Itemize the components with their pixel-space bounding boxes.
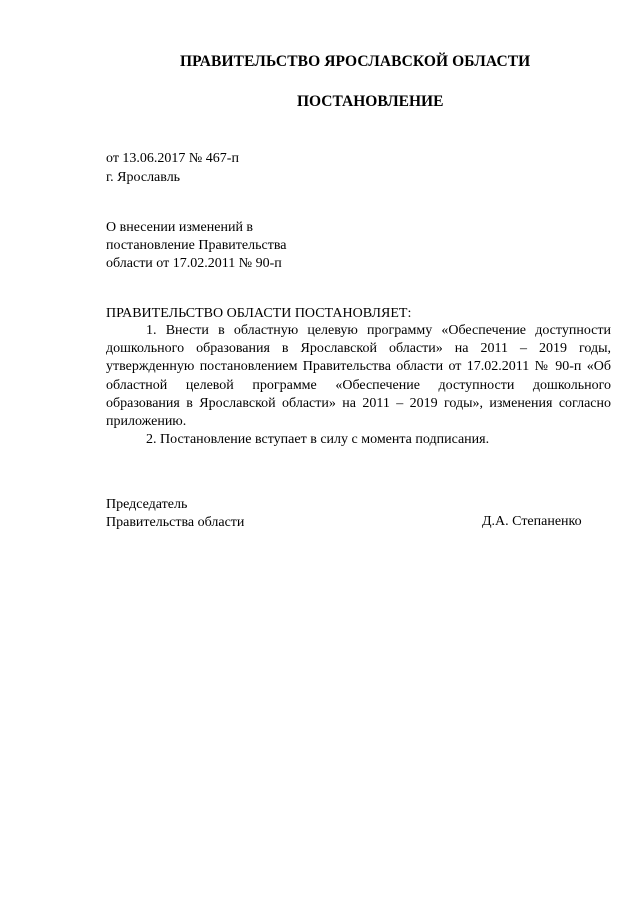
signature-position-line1: Председатель [106, 497, 188, 512]
subject-line: постановление Правительства [106, 238, 287, 253]
paragraph-1: 1. Внести в областную целевую программу «Обеспечение доступности дошкольного образования в Ярославской области» на 2011 – 2019 годы, утвержденную постановлением Правительства области от 17.02.2011 № 90-п «Об областной целевой программе «Обеспечение доступности дошкольного образования в Ярославской области» на 2011 – 2019 годы», изменения согласно приложению. [106, 323, 611, 430]
city: г. Ярославль [106, 170, 181, 185]
document-type: ПОСТАНОВЛЕНИЕ [297, 93, 444, 110]
signature-position-line2: Правительства области [106, 515, 245, 530]
signature-position [106, 496, 244, 532]
resolves-heading: ПРАВИТЕЛЬСТВО ОБЛАСТИ ПОСТАНОВЛЯЕТ: [106, 306, 412, 321]
subject-line: области от 17.02.2011 № 90-п [106, 256, 282, 271]
government-title: ПРАВИТЕЛЬСТВО ЯРОСЛАВСКОЙ ОБЛАСТИ [180, 53, 531, 70]
paragraph-2: 2. Постановление вступает в силу с момента подписания. [146, 432, 490, 448]
subject-block [106, 219, 286, 273]
date-number: от 13.06.2017 № 467-п [106, 151, 239, 166]
signature-name: Д.А. Степаненко [482, 514, 582, 529]
body-text [106, 322, 611, 449]
subject-line: О внесении изменений в [106, 220, 254, 235]
